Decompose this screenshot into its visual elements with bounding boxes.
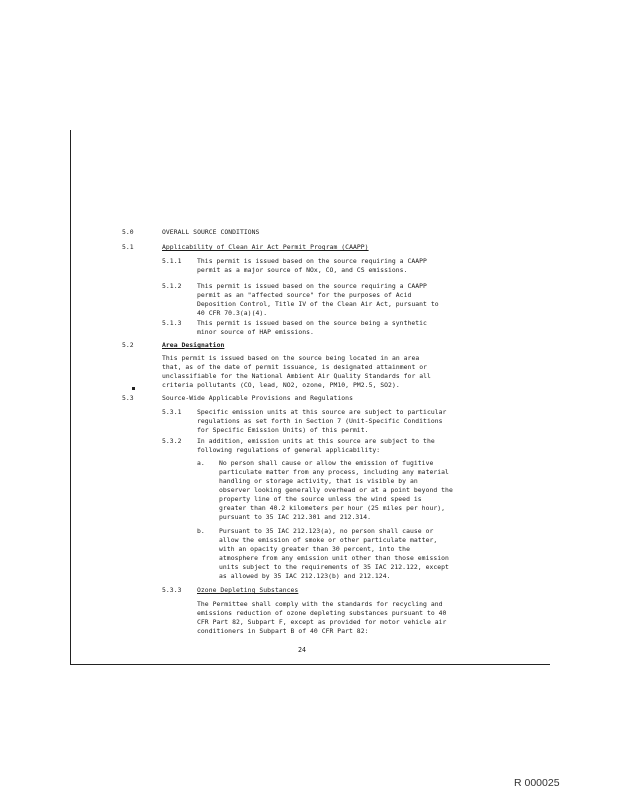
item-5-3-2-a-line: handling or storage activity, that is visible by an (219, 477, 418, 485)
item-5-1-1-number: 5.1.1 (162, 257, 182, 265)
area-designation-line: that, as of the date of permit issuance, is designated attainment or (162, 363, 428, 371)
page-number: 24 (298, 646, 306, 654)
item-5-1-2-line: This permit is issued based on the source requiring a CAAPP (197, 282, 427, 290)
item-5-3-1-number: 5.3.1 (162, 408, 182, 416)
item-5-3-3-title: Ozone Depleting Substances (197, 586, 299, 594)
item-5-3-3-line: CFR Part 82, Subpart F, except as provided for motor vehicle air (197, 618, 447, 626)
item-5-3-2-a-line: pursuant to 35 IAC 212.301 and 212.314. (219, 513, 372, 521)
item-5-3-1-line: regulations as set forth in Section 7 (Unit-Specific Conditions (197, 417, 443, 425)
item-5-1-2-line: permit as an "affected source" for the purposes of Acid (197, 291, 412, 299)
item-5-3-2-b-line: Pursuant to 35 IAC 212.123(a), no person shall cause or (219, 527, 434, 535)
item-5-3-2-b-line: atmosphere from any emission unit other than those emission (219, 554, 449, 562)
section-title: OVERALL SOURCE CONDITIONS (162, 228, 260, 236)
item-5-3-2-number: 5.3.2 (162, 437, 182, 445)
item-5-3-2-a-label: a. (197, 459, 205, 467)
item-5-1-1-line: permit as a major source of NOx, CO, and CS emissions. (197, 266, 408, 274)
item-5-3-1-line: for Specific Emission Units) of this permit. (197, 426, 369, 434)
item-5-3-3-line: conditioners in Subpart B of 40 CFR Part 82: (197, 627, 369, 635)
subsection-5-1-title: Applicability of Clean Air Act Permit Program (CAAPP) (162, 243, 369, 251)
item-5-3-2-b-line: as allowed by 35 IAC 212.123(b) and 212.124. (219, 572, 391, 580)
bottom-rule (70, 664, 550, 665)
item-5-3-2-line: In addition, emission units at this source are subject to the (197, 437, 435, 445)
subsection-5-2-title: Area Designation (162, 341, 225, 349)
area-designation-line: unclassifiable for the National Ambient Air Quality Standards for all (162, 372, 431, 380)
item-5-3-3-line: emissions reduction of ozone depleting substances pursuant to 40 (197, 609, 447, 617)
bates-number: R 000025 (514, 777, 560, 789)
item-5-3-2-a-line: property line of the source unless the wind speed is (219, 495, 422, 503)
section-number: 5.0 (122, 228, 134, 236)
item-5-3-2-a-line: particulate matter from any process, including any material (219, 468, 449, 476)
item-5-1-1-line: This permit is issued based on the source requiring a CAAPP (197, 257, 427, 265)
item-5-3-2-b-line: with an opacity greater than 30 percent, into the (219, 545, 410, 553)
item-5-3-2-a-line: observer looking generally overhead or at a point beyond the (219, 486, 453, 494)
subsection-5-1-number: 5.1 (122, 243, 134, 251)
item-5-1-2-number: 5.1.2 (162, 282, 182, 290)
item-5-1-3-line: This permit is issued based on the source being a synthetic (197, 319, 427, 327)
area-designation-line: This permit is issued based on the source being located in an area (162, 354, 420, 362)
scan-speck (132, 387, 135, 390)
item-5-3-2-b-label: b. (197, 527, 205, 535)
item-5-3-1-line: Specific emission units at this source are subject to particular (197, 408, 447, 416)
area-designation-line: criteria pollutants (CO, lead, NO2, ozone, PM10, PM2.5, SO2). (162, 381, 400, 389)
item-5-1-3-line: minor source of HAP emissions. (197, 328, 314, 336)
item-5-3-2-b-line: allow the emission of smoke or other particulate matter, (219, 536, 438, 544)
subsection-5-3-title: Source-Wide Applicable Provisions and Regulations (162, 394, 353, 402)
item-5-3-2-a-line: greater than 40.2 kilometers per hour (25 miles per hour), (219, 504, 446, 512)
item-5-3-2-line: following regulations of general applicability: (197, 446, 381, 454)
item-5-3-3-line: The Permittee shall comply with the standards for recycling and (197, 600, 443, 608)
item-5-1-2-line: Deposition Control, Title IV of the Clean Air Act, pursuant to (197, 300, 439, 308)
item-5-3-2-b-line: units subject to the requirements of 35 IAC 212.122, except (219, 563, 449, 571)
left-margin-rule (70, 130, 71, 665)
item-5-3-2-a-line: No person shall cause or allow the emission of fugitive (219, 459, 434, 467)
subsection-5-2-number: 5.2 (122, 341, 134, 349)
item-5-1-3-number: 5.1.3 (162, 319, 182, 327)
item-5-3-3-number: 5.3.3 (162, 586, 182, 594)
item-5-1-2-line: 40 CFR 70.3(a)(4). (197, 309, 268, 317)
subsection-5-3-number: 5.3 (122, 394, 134, 402)
